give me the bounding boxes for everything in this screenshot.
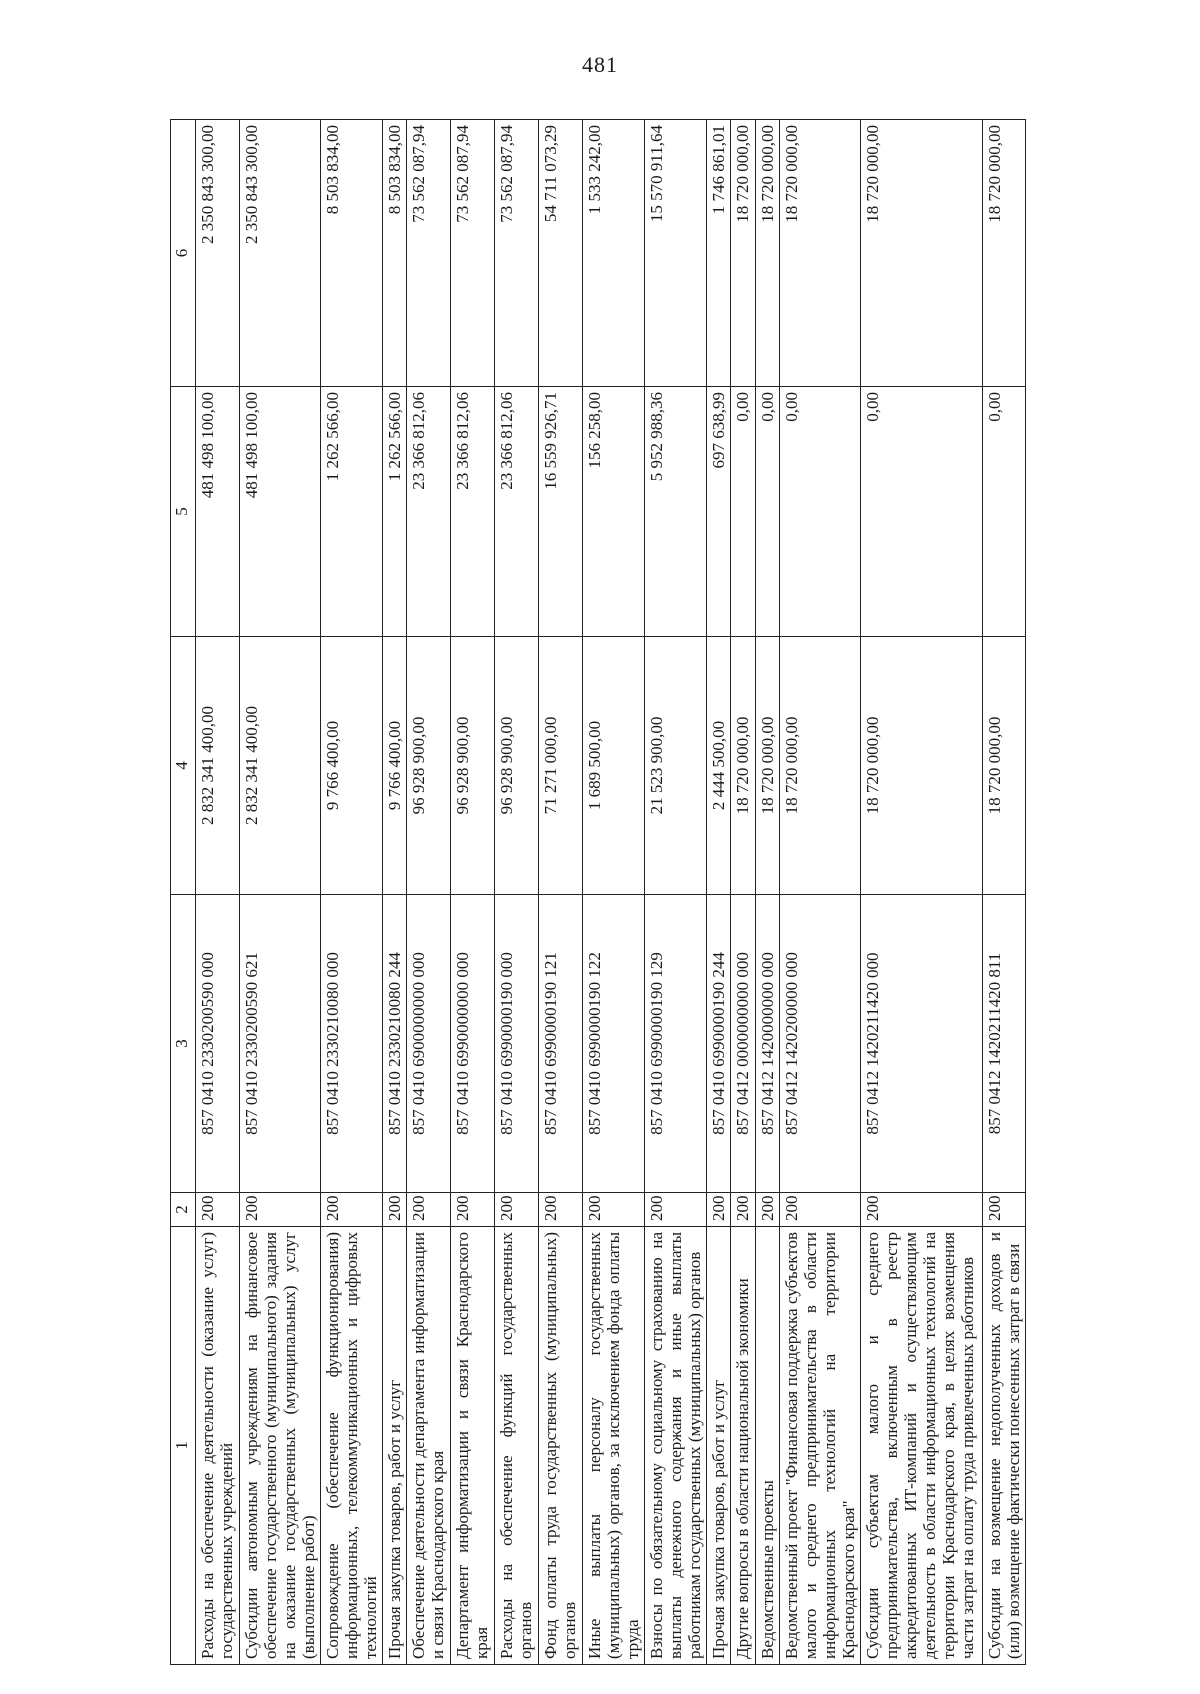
row-name-cell: Департамент информатизации и связи Краснодарского края <box>451 1227 495 1665</box>
table-row <box>583 120 645 1665</box>
row-name-cell: Субсидии субъектам малого и среднего предпринимательства, включенным в реестр аккредитованных ИТ-компаний и осуществляющим деятельность в области информационных технологий на территории Краснодарского края, в целях возмещения части затрат на оплату труда привлеченных работников <box>860 1227 982 1665</box>
row-code3-cell: 857 0410 2330210080 000 <box>321 895 383 1193</box>
row-value5-cell: 1 262 566,00 <box>383 387 407 637</box>
row-value4-cell: 96 928 900,00 <box>407 637 451 895</box>
row-code2-cell: 200 <box>860 1193 982 1227</box>
row-value6-cell: 18 720 000,00 <box>779 120 860 387</box>
row-name-cell: Субсидии автономным учреждениям на финансовое обеспечение государственного (муниципального) задания на оказание государственных (муниципальных) услуг (выполнение работ) <box>240 1227 321 1665</box>
row-value6-cell: 15 570 911,64 <box>645 120 707 387</box>
row-code3-cell: 857 0410 6990000190 244 <box>707 895 731 1193</box>
row-value5-cell: 23 366 812,06 <box>407 387 451 637</box>
row-code3-cell: 857 0410 6990000190 129 <box>645 895 707 1193</box>
row-name-cell: Расходы на обеспечение функций государственных органов <box>495 1227 539 1665</box>
row-value5-cell: 0,00 <box>779 387 860 637</box>
header-cell: 1 <box>171 1227 196 1665</box>
row-value4-cell: 96 928 900,00 <box>451 637 495 895</box>
row-name-cell: Другие вопросы в области национальной экономики <box>731 1227 755 1665</box>
row-name-cell: Сопровождение (обеспечение функционирования) информационных, телекоммуникационных и цифровых технологий <box>321 1227 383 1665</box>
header-cell: 4 <box>171 637 196 895</box>
row-code3-cell: 857 0412 0000000000 000 <box>731 895 755 1193</box>
row-value6-cell: 73 562 087,94 <box>407 120 451 387</box>
row-code3-cell: 857 0412 1420211420 811 <box>982 895 1025 1193</box>
row-value5-cell: 23 366 812,06 <box>495 387 539 637</box>
row-code3-cell: 857 0412 1420211420 000 <box>860 895 982 1193</box>
table-row <box>779 120 860 1665</box>
row-value5-cell: 5 952 988,36 <box>645 387 707 637</box>
row-value4-cell: 18 720 000,00 <box>982 637 1025 895</box>
table-row <box>755 120 779 1665</box>
row-value6-cell: 18 720 000,00 <box>755 120 779 387</box>
row-value5-cell: 0,00 <box>755 387 779 637</box>
row-value6-cell: 2 350 843 300,00 <box>196 120 240 387</box>
row-code2-cell: 200 <box>240 1193 321 1227</box>
table-row <box>407 120 451 1665</box>
header-cell: 2 <box>171 1193 196 1227</box>
budget-table <box>170 119 1026 1665</box>
table-row <box>240 120 321 1665</box>
row-value6-cell: 1 746 861,01 <box>707 120 731 387</box>
row-code2-cell: 200 <box>779 1193 860 1227</box>
row-code2-cell: 200 <box>495 1193 539 1227</box>
row-code3-cell: 857 0410 6990000190 121 <box>539 895 583 1193</box>
row-code3-cell: 857 0410 6990000190 000 <box>495 895 539 1193</box>
table-row <box>495 120 539 1665</box>
table-header-row <box>171 120 196 1665</box>
row-value4-cell: 18 720 000,00 <box>779 637 860 895</box>
row-code3-cell: 857 0410 2330200590 000 <box>196 895 240 1193</box>
row-code3-cell: 857 0412 1420000000 000 <box>755 895 779 1193</box>
row-value6-cell: 8 503 834,00 <box>383 120 407 387</box>
row-value6-cell: 18 720 000,00 <box>860 120 982 387</box>
row-value6-cell: 54 711 073,29 <box>539 120 583 387</box>
row-name-cell: Взносы по обязательному социальному страхованию на выплаты денежного содержания и иные выплаты работникам государственных (муниципальных) органов <box>645 1227 707 1665</box>
row-value4-cell: 18 720 000,00 <box>755 637 779 895</box>
row-code2-cell: 200 <box>755 1193 779 1227</box>
row-code3-cell: 857 0412 1420200000 000 <box>779 895 860 1193</box>
row-code2-cell: 200 <box>196 1193 240 1227</box>
row-value6-cell: 73 562 087,94 <box>495 120 539 387</box>
table-body <box>196 120 1026 1665</box>
row-code3-cell: 857 0410 6900000000 000 <box>407 895 451 1193</box>
row-code2-cell: 200 <box>707 1193 731 1227</box>
row-value5-cell: 1 262 566,00 <box>321 387 383 637</box>
row-value4-cell: 2 444 500,00 <box>707 637 731 895</box>
row-code2-cell: 200 <box>407 1193 451 1227</box>
row-value5-cell: 0,00 <box>731 387 755 637</box>
header-cell: 5 <box>171 387 196 637</box>
row-name-cell: Иные выплаты персоналу государственных (муниципальных) органов, за исключением фонда оплаты труда <box>583 1227 645 1665</box>
row-name-cell: Обеспечение деятельности департамента информатизации и связи Краснодарского края <box>407 1227 451 1665</box>
table-row <box>707 120 731 1665</box>
row-value5-cell: 481 498 100,00 <box>196 387 240 637</box>
row-name-cell: Расходы на обеспечение деятельности (оказание услуг) государственных учреждений <box>196 1227 240 1665</box>
row-code2-cell: 200 <box>321 1193 383 1227</box>
row-code3-cell: 857 0410 6990000000 000 <box>451 895 495 1193</box>
row-value6-cell: 8 503 834,00 <box>321 120 383 387</box>
row-code2-cell: 200 <box>731 1193 755 1227</box>
row-value4-cell: 71 271 000,00 <box>539 637 583 895</box>
row-value6-cell: 2 350 843 300,00 <box>240 120 321 387</box>
rotated-table-container <box>170 120 1070 1665</box>
header-cell: 6 <box>171 120 196 387</box>
row-value5-cell: 156 258,00 <box>583 387 645 637</box>
row-value5-cell: 23 366 812,06 <box>451 387 495 637</box>
table-row <box>860 120 982 1665</box>
row-value6-cell: 18 720 000,00 <box>982 120 1025 387</box>
row-value6-cell: 18 720 000,00 <box>731 120 755 387</box>
row-name-cell: Ведомственный проект "Финансовая поддержка субъектов малого и среднего предпринимательства в области информационных технологий на территории Краснодарского края" <box>779 1227 860 1665</box>
row-code2-cell: 200 <box>645 1193 707 1227</box>
row-code2-cell: 200 <box>539 1193 583 1227</box>
table-row <box>196 120 240 1665</box>
row-name-cell: Прочая закупка товаров, работ и услуг <box>707 1227 731 1665</box>
row-name-cell: Ведомственные проекты <box>755 1227 779 1665</box>
row-name-cell: Фонд оплаты труда государственных (муниципальных) органов <box>539 1227 583 1665</box>
row-code2-cell: 200 <box>383 1193 407 1227</box>
row-code2-cell: 200 <box>583 1193 645 1227</box>
row-value4-cell: 96 928 900,00 <box>495 637 539 895</box>
row-value4-cell: 2 832 341 400,00 <box>240 637 321 895</box>
row-value4-cell: 1 689 500,00 <box>583 637 645 895</box>
page-number: 481 <box>582 52 618 77</box>
row-value5-cell: 481 498 100,00 <box>240 387 321 637</box>
header-cell: 3 <box>171 895 196 1193</box>
row-value5-cell: 0,00 <box>982 387 1025 637</box>
row-code3-cell: 857 0410 6990000190 122 <box>583 895 645 1193</box>
row-value4-cell: 9 766 400,00 <box>321 637 383 895</box>
row-code3-cell: 857 0410 2330200590 621 <box>240 895 321 1193</box>
row-name-cell: Субсидии на возмещение недополученных доходов и (или) возмещение фактически понесенных затрат в связи <box>982 1227 1025 1665</box>
row-value5-cell: 0,00 <box>860 387 982 637</box>
row-value4-cell: 21 523 900,00 <box>645 637 707 895</box>
row-value4-cell: 2 832 341 400,00 <box>196 637 240 895</box>
row-value6-cell: 73 562 087,94 <box>451 120 495 387</box>
table-row <box>731 120 755 1665</box>
table-row <box>383 120 407 1665</box>
table-row <box>539 120 583 1665</box>
row-value5-cell: 16 559 926,71 <box>539 387 583 637</box>
table-row <box>645 120 707 1665</box>
row-value6-cell: 1 533 242,00 <box>583 120 645 387</box>
table-row <box>321 120 383 1665</box>
table-row <box>982 120 1025 1665</box>
table-row <box>451 120 495 1665</box>
row-value4-cell: 18 720 000,00 <box>731 637 755 895</box>
row-code2-cell: 200 <box>982 1193 1025 1227</box>
row-value4-cell: 18 720 000,00 <box>860 637 982 895</box>
row-code2-cell: 200 <box>451 1193 495 1227</box>
row-value5-cell: 697 638,99 <box>707 387 731 637</box>
row-code3-cell: 857 0410 2330210080 244 <box>383 895 407 1193</box>
row-value4-cell: 9 766 400,00 <box>383 637 407 895</box>
row-name-cell: Прочая закупка товаров, работ и услуг <box>383 1227 407 1665</box>
